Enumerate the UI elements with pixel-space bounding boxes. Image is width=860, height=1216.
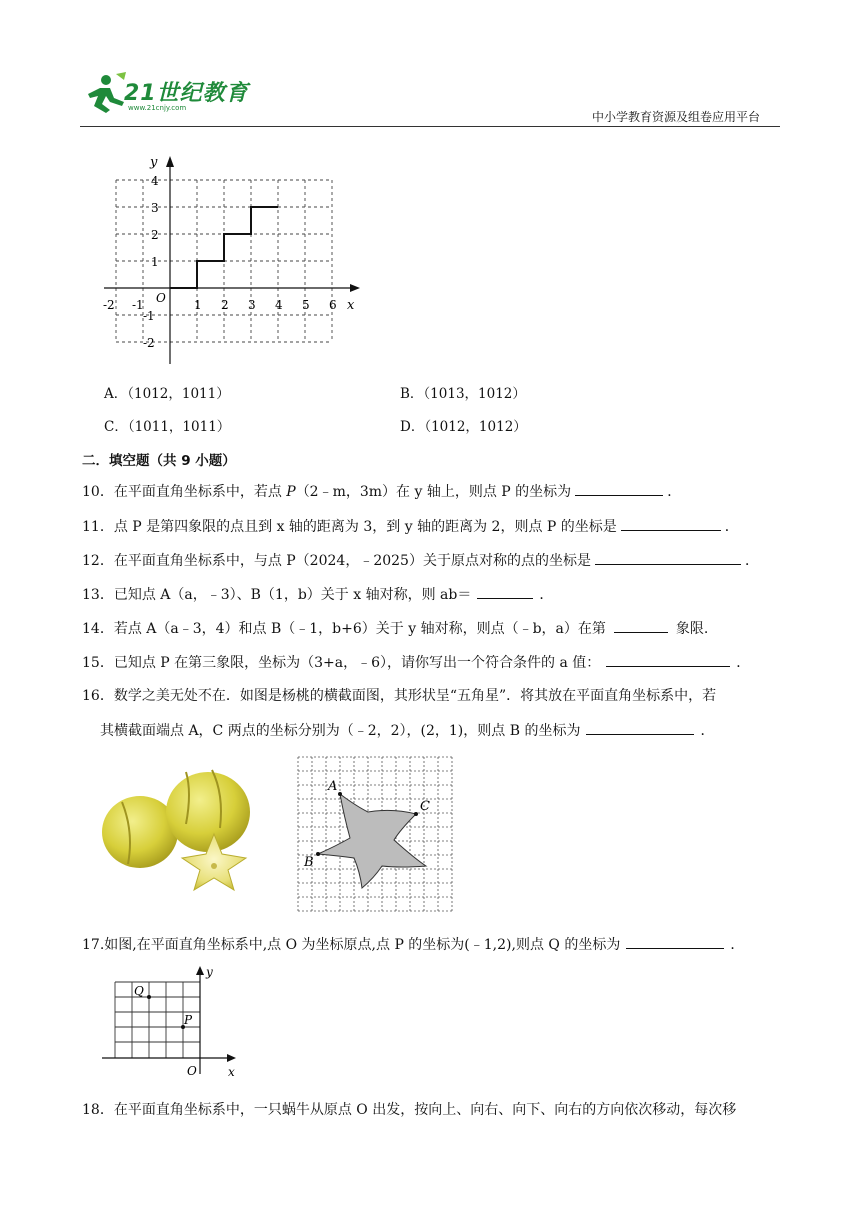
question-13: [82, 584, 553, 605]
y-tick: -2: [143, 336, 155, 350]
x-tick: 6: [329, 298, 337, 312]
y-tick: 2: [151, 228, 159, 242]
q13-end: ．: [539, 587, 554, 603]
x-axis-label: x: [347, 298, 355, 313]
logo-text: 21世纪教育: [124, 81, 249, 106]
question-10: [82, 481, 681, 502]
answer-blank[interactable]: [586, 720, 694, 735]
staircase-graph: [96, 150, 366, 370]
question-16-line1: 16．数学之美无处不在．如图是杨桃的横截面图，其形状呈“五角星”．将其放在平面直角坐标系中，若: [82, 688, 717, 704]
answer-blank[interactable]: [606, 652, 730, 667]
x-tick: -2: [103, 298, 115, 312]
q14-text: 14．若点 A（a﹣3，4）和点 B（﹣1，b+6）关于 y 轴对称，则点（﹣b，a）在第: [82, 621, 606, 637]
q10-text-pre: 10．在平面直角坐标系中，若点: [82, 484, 287, 500]
section-title: 二．填空题（共 9 小题）: [82, 453, 236, 469]
star-grid-figure: [296, 754, 460, 914]
answer-blank[interactable]: [621, 516, 721, 531]
qp-coordinate-graph: [98, 962, 244, 1084]
y-tick: 1: [151, 255, 159, 269]
header-divider: [80, 126, 780, 127]
x-tick: 4: [275, 298, 283, 312]
y-axis-label: y: [206, 965, 213, 979]
question-14: [82, 618, 708, 639]
y-tick: 4: [151, 174, 159, 188]
x-tick: 3: [248, 298, 256, 312]
question-11: [82, 516, 739, 537]
x-tick: 1: [194, 298, 202, 312]
point-c-label: C: [420, 799, 430, 814]
y-axis-label: y: [150, 155, 158, 170]
q10-text: （2﹣m，3m）在 y 轴上，则点 P 的坐标为: [295, 484, 572, 500]
answer-blank[interactable]: [477, 584, 533, 599]
x-tick: -1: [132, 298, 144, 312]
question-18: 18．在平面直角坐标系中，一只蜗牛从原点 O 出发，按向上、向右、向下、向右的方向依次移动，每次移: [82, 1102, 737, 1118]
option-b[interactable]: B．（1013，1012）: [400, 386, 526, 402]
point-b-label: B: [304, 855, 314, 870]
q11-text: 11．点 P 是第四象限的点且到 x 轴的距离为 3，到 y 轴的距离为 2，则点 P 的坐标是: [82, 519, 617, 535]
q10-text-var: P: [286, 484, 296, 500]
runner-logo-icon: [80, 70, 130, 114]
logo: [80, 68, 250, 118]
q16-text: 其横截面端点 A，C 两点的坐标分别为（﹣2，2），(2，1)，则点 B 的坐标为: [100, 723, 581, 739]
option-d[interactable]: D．（1012，1012）: [400, 419, 527, 435]
q17-end: ．: [730, 937, 745, 953]
x-axis-label: x: [228, 1065, 235, 1079]
y-tick: 3: [151, 201, 159, 215]
q14-end: 象限.: [675, 621, 709, 637]
question-15: [82, 652, 750, 673]
option-c[interactable]: C．（1011，1011）: [104, 419, 231, 435]
x-tick: 5: [302, 298, 310, 312]
answer-blank[interactable]: [575, 481, 663, 496]
q10-end: ．: [667, 484, 682, 500]
q12-text: 12．在平面直角坐标系中，与点 P（2024，﹣2025）关于原点对称的点的坐标是: [82, 553, 591, 569]
q16-end: ．: [700, 723, 715, 739]
q15-text: 15．已知点 P 在第三象限，坐标为（3+a，﹣6），请你写出一个符合条件的 a 值：: [82, 655, 601, 671]
q17-text: 17.如图,在平面直角坐标系中,点 O 为坐标原点,点 P 的坐标为(﹣1,2),则点 Q 的坐标为: [82, 937, 621, 953]
point-q-label: Q: [134, 984, 144, 998]
starfruit-photo: [100, 762, 266, 892]
answer-blank[interactable]: [595, 550, 741, 565]
question-12: [82, 550, 759, 571]
point-a-label: A: [328, 779, 338, 794]
platform-title: 中小学教育资源及组卷应用平台: [592, 110, 761, 124]
q15-end: ．: [736, 655, 751, 671]
question-16-line2: [100, 720, 714, 741]
origin-label: O: [187, 1064, 197, 1078]
origin-label: O: [156, 291, 166, 305]
q13-text: 13．已知点 A（a，﹣3）、B（1，b）关于 x 轴对称，则 ab＝: [82, 587, 472, 603]
option-a[interactable]: A．（1012，1011）: [104, 386, 230, 402]
answer-blank[interactable]: [614, 618, 668, 633]
question-17: [82, 934, 744, 955]
point-p-label: P: [184, 1013, 193, 1027]
x-tick: 2: [221, 298, 229, 312]
q12-end: ．: [744, 553, 759, 569]
answer-blank[interactable]: [626, 934, 724, 949]
logo-url: www.21cnjy.com: [128, 104, 187, 112]
y-tick: -1: [143, 309, 155, 323]
q11-end: ．: [724, 519, 739, 535]
